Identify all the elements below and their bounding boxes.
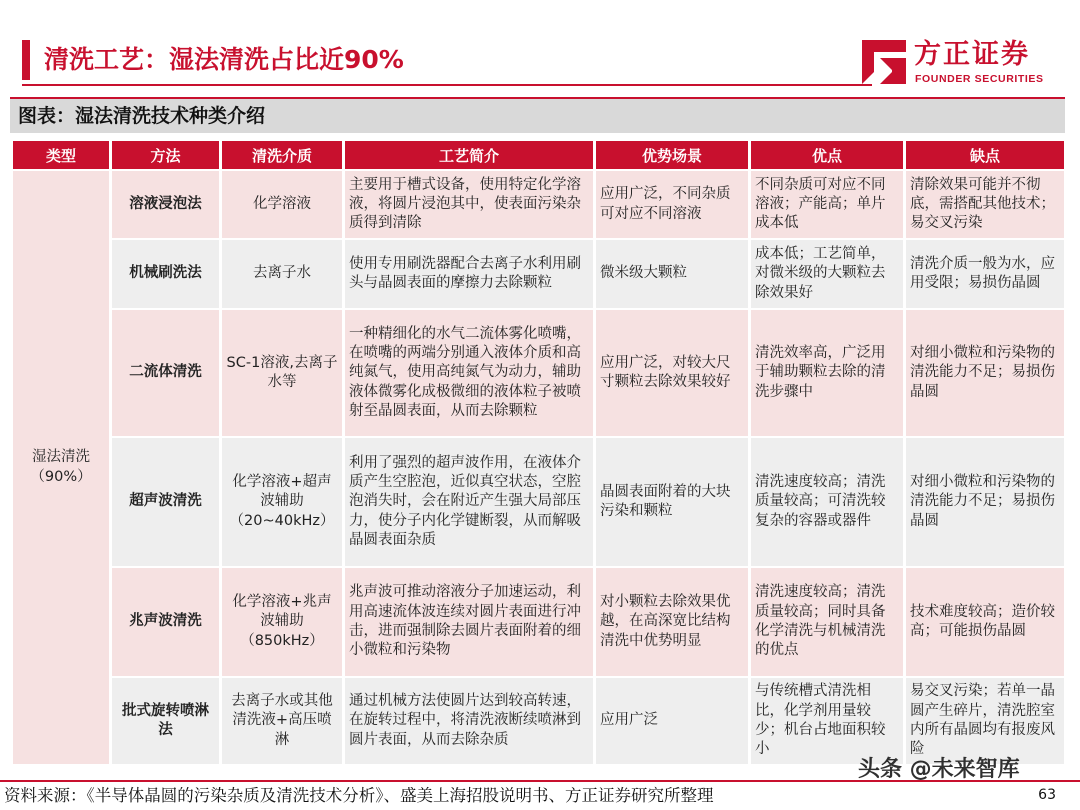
- method-cell: 机械刷洗法: [112, 240, 219, 308]
- cons-cell: 技术难度较高；造价较高；可能损伤晶圆: [906, 568, 1064, 676]
- header-process: 工艺简介: [345, 141, 593, 169]
- header-medium: 清洗介质: [222, 141, 342, 169]
- header-cons: 缺点: [906, 141, 1064, 169]
- medium-cell: 化学溶液: [222, 171, 342, 238]
- table-row: [13, 171, 1064, 238]
- logo-chinese-text: 方正证券: [914, 39, 1030, 70]
- medium-cell: 化学溶液+兆声波辅助（850kHz）: [222, 568, 342, 676]
- watermark: 头条 @未来智库: [858, 757, 1020, 782]
- scenario-cell: 应用广泛: [596, 678, 748, 764]
- table-row: [13, 310, 1064, 436]
- method-cell: 批式旋转喷淋法: [112, 678, 219, 764]
- cons-cell: 清除效果可能并不彻底，需搭配其他技术；易交叉污染: [906, 171, 1064, 238]
- medium-cell: 去离子水或其他清洗液+高压喷淋: [222, 678, 342, 764]
- page-title: 清洗工艺：湿法清洗占比近90%: [44, 45, 404, 74]
- table-header-row: [13, 141, 1064, 169]
- founder-logo-icon: [862, 40, 906, 84]
- method-cell: 溶液浸泡法: [112, 171, 219, 238]
- table-row: [13, 568, 1064, 676]
- logo-english-text: FOUNDER SECURITIES: [915, 73, 1044, 85]
- title-divider: [22, 84, 872, 86]
- method-cell: 超声波清洗: [112, 438, 219, 566]
- cons-cell: 对细小微粒和污染物的清洗能力不足；易损伤晶圆: [906, 310, 1064, 436]
- table-row: [13, 438, 1064, 566]
- method-cell: 兆声波清洗: [112, 568, 219, 676]
- process-cell: 主要用于槽式设备，使用特定化学溶液，将圆片浸泡其中，使表面污染杂质得到清除: [345, 171, 593, 238]
- pros-cell: 清洗速度较高；清洗质量较高；可清洗较复杂的容器或器件: [751, 438, 903, 566]
- figure-caption: 图表：湿法清洗技术种类介绍: [18, 105, 266, 127]
- medium-cell: 化学溶液+超声波辅助（20~40kHz）: [222, 438, 342, 566]
- header-scenario: 优势场景: [596, 141, 748, 169]
- pros-cell: 清洗效率高，广泛用于辅助颗粒去除的清洗步骤中: [751, 310, 903, 436]
- pros-cell: 清洗速度较高；清洗质量较高；同时具备化学清洗与机械清洗的优点: [751, 568, 903, 676]
- table-row: [13, 240, 1064, 308]
- type-cell: [13, 171, 109, 764]
- header-type: 类型: [13, 141, 109, 169]
- medium-cell: SC-1溶液,去离子水等: [222, 310, 342, 436]
- founder-logo: [862, 36, 1062, 92]
- process-cell: 一种精细化的水气二流体雾化喷嘴，在喷嘴的两端分别通入液体介质和高纯氮气，使用高纯氮气为动力，辅助液体微雾化成极微细的液体粒子被喷射至晶圆表面，从而去除颗粒: [345, 310, 593, 436]
- process-cell: 利用了强烈的超声波作用，在液体介质产生空腔泡，近似真空状态，空腔泡消失时，会在附近产生强大局部压力，使分子内化学键断裂，从而解吸晶圆表面杂质: [345, 438, 593, 566]
- scenario-cell: 应用广泛，不同杂质可对应不同溶液: [596, 171, 748, 238]
- scenario-cell: 晶圆表面附着的大块污染和颗粒: [596, 438, 748, 566]
- header-pros: 优点: [751, 141, 903, 169]
- cons-cell: 易交叉污染；若单一晶圆产生碎片，清洗腔室内所有晶圆均有报废风险: [906, 678, 1064, 764]
- header-method: 方法: [112, 141, 219, 169]
- page-number: 63: [1038, 787, 1056, 803]
- pros-cell: 成本低；工艺简单，对微米级的大颗粒去除效果好: [751, 240, 903, 308]
- source-note: 资料来源：《半导体晶圆的污染杂质及清洗技术分析》、盛美上海招股说明书、方正证券研究所整理: [4, 786, 714, 805]
- process-cell: 兆声波可推动溶液分子加速运动，利用高速流体波连续对圆片表面进行冲击，进而强制除去圆片表面附着的细小微粒和污染物: [345, 568, 593, 676]
- medium-cell: 去离子水: [222, 240, 342, 308]
- scenario-cell: 应用广泛，对较大尺寸颗粒去除效果较好: [596, 310, 748, 436]
- method-cell: 二流体清洗: [112, 310, 219, 436]
- wet-cleaning-table: [10, 139, 1067, 766]
- process-cell: 使用专用刷洗器配合去离子水利用刷头与晶圆表面的摩擦力去除颗粒: [345, 240, 593, 308]
- scenario-cell: 微米级大颗粒: [596, 240, 748, 308]
- process-cell: 通过机械方法使圆片达到较高转速，在旋转过程中，将清洗液断续喷淋到圆片表面，从而去除杂质: [345, 678, 593, 764]
- pros-cell: 不同杂质可对应不同溶液；产能高；单片成本低: [751, 171, 903, 238]
- cons-cell: 清洗介质一般为水，应用受限；易损伤晶圆: [906, 240, 1064, 308]
- type-label: 湿法清洗 （90%）: [30, 449, 92, 485]
- figure-caption-bar: [10, 97, 1065, 133]
- title-accent-bar: [22, 40, 30, 80]
- scenario-cell: 对小颗粒去除效果优越，在高深宽比结构清洗中优势明显: [596, 568, 748, 676]
- pros-cell: 与传统槽式清洗相比，化学剂用量较少；机台占地面积较小: [751, 678, 903, 764]
- cons-cell: 对细小微粒和污染物的清洗能力不足；易损伤晶圆: [906, 438, 1064, 566]
